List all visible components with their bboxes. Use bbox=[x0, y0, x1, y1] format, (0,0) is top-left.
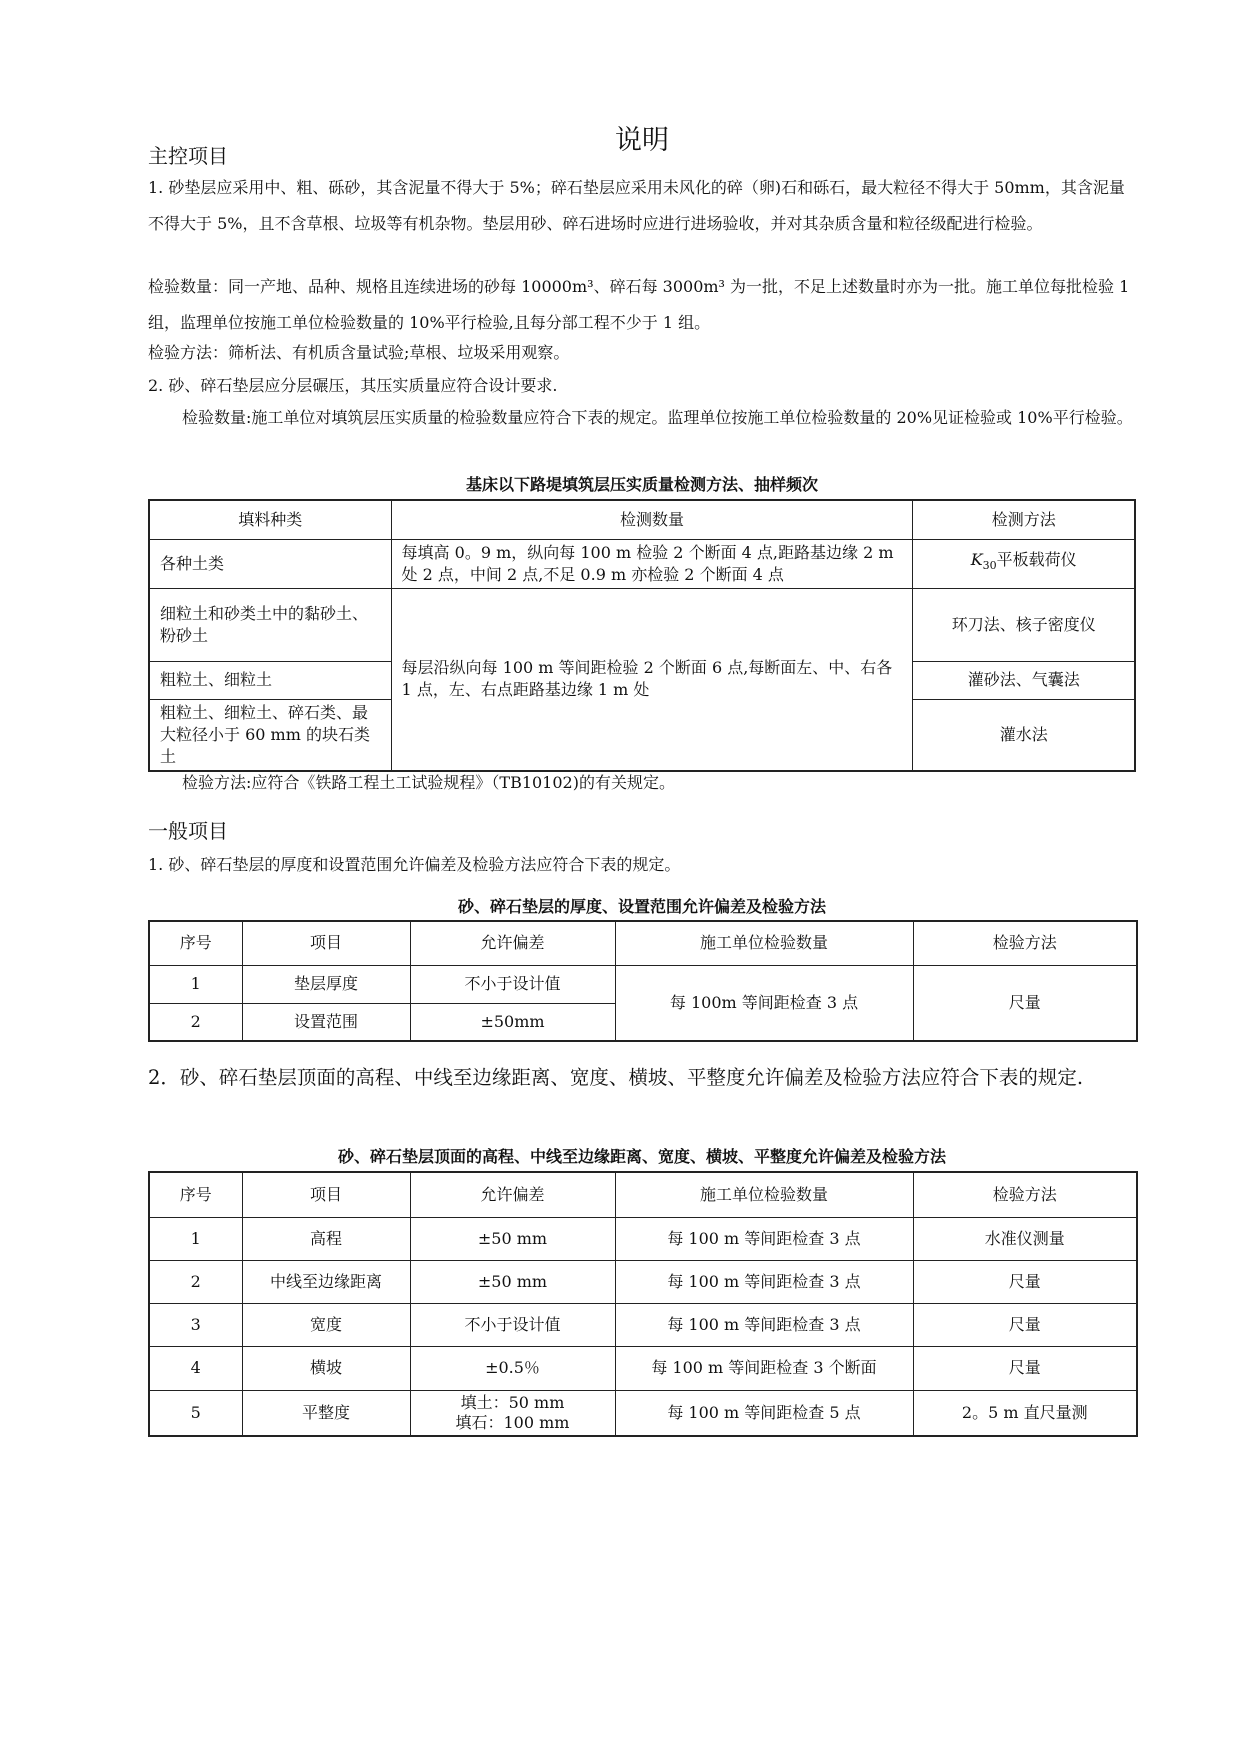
thickness-table bbox=[148, 920, 1138, 1042]
header-cell: 允许偏差 bbox=[410, 921, 615, 965]
item-cell: 中线至边缘距离 bbox=[242, 1260, 410, 1303]
fill-type-cell: 粗粒土、细粒土 bbox=[149, 661, 391, 699]
item-cell: 横坡 bbox=[242, 1346, 410, 1390]
header-cell: 项目 bbox=[242, 921, 410, 965]
no-cell: 2 bbox=[149, 1003, 242, 1041]
section-heading-main-control: 主控项目 bbox=[148, 144, 228, 168]
header-cell: 序号 bbox=[149, 921, 242, 965]
no-cell: 1 bbox=[149, 965, 242, 1003]
method-cell: 水准仪测量 bbox=[913, 1217, 1137, 1260]
table-caption-thickness: 砂、碎石垫层的厚度、设置范围允许偏差及检验方法 bbox=[457, 897, 826, 916]
tolerance-cell: ±50mm bbox=[410, 1003, 615, 1041]
item-cell: 平整度 bbox=[242, 1390, 410, 1436]
table-row bbox=[149, 588, 1135, 661]
tolerance-cell bbox=[410, 1390, 615, 1436]
header-cell: 序号 bbox=[149, 1172, 242, 1217]
table-header-row bbox=[149, 500, 1135, 539]
k-subscript: 30 bbox=[982, 559, 997, 573]
quantity-cell: 每 100 m 等间距检查 3 点 bbox=[615, 1217, 913, 1260]
tolerance-cell: 不小于设计值 bbox=[410, 965, 615, 1003]
method-cell: 尺量 bbox=[913, 1260, 1137, 1303]
table-header-row bbox=[149, 1172, 1137, 1217]
tolerance-line: 填石：100 mm bbox=[455, 1412, 570, 1432]
table-row bbox=[149, 965, 1137, 1003]
tolerance-cell: 不小于设计值 bbox=[410, 1303, 615, 1346]
header-cell: 施工单位检验数量 bbox=[615, 921, 913, 965]
header-cell: 允许偏差 bbox=[410, 1172, 615, 1217]
paragraph-2: 检验数量：同一产地、品种、规格且连续进场的砂每 10000m³、碎石每 3000m³ 为一批，不足上述数量时亦为一批。施工单位每批检验 1 组，监理单位按施工单位检验数量的 10%平行检验,且每分部工程不少于 1 组。 bbox=[148, 277, 1130, 332]
fill-type-cell: 细粒土和砂类土中的黏砂土、粉砂土 bbox=[149, 588, 391, 661]
header-cell: 检验方法 bbox=[913, 921, 1137, 965]
no-cell: 5 bbox=[149, 1390, 242, 1436]
no-cell: 4 bbox=[149, 1346, 242, 1390]
quantity-cell: 每 100 m 等间距检查 5 点 bbox=[615, 1390, 913, 1436]
paragraph-1: 1. 砂垫层应采用中、粗、砾砂，其含泥量不得大于 5%；碎石垫层应采用未风化的碎（卵)石和砾石，最大粒径不得大于 50mm，其含泥量不得大于 5%，且不含草根、垃圾等有机杂物。垫层用砂、碎石进场时应进行进场验收，并对其杂质含量和粒径级配进行检验。 bbox=[148, 178, 1125, 233]
compaction-table bbox=[148, 499, 1136, 772]
paragraph-3: 检验方法：筛析法、有机质含量试验;草根、垃圾采用观察。 bbox=[148, 343, 570, 362]
no-cell: 1 bbox=[149, 1217, 242, 1260]
paragraph-7: 1. 砂、碎石垫层的厚度和设置范围允许偏差及检验方法应符合下表的规定。 bbox=[148, 855, 681, 874]
method-cell: 2。5 m 直尺量测 bbox=[913, 1390, 1137, 1436]
tolerance-cell: ±0.5％ bbox=[410, 1346, 615, 1390]
quantity-cell-shared: 每层沿纵向每 100 m 等间距检验 2 个断面 6 点,每断面左、中、右各 1 点，左、右点距路基边缘 1 m 处 bbox=[391, 588, 913, 771]
quantity-cell: 每 100 m 等间距检查 3 个断面 bbox=[615, 1346, 913, 1390]
section-heading-general: 一般项目 bbox=[148, 819, 228, 843]
surface-table bbox=[148, 1171, 1138, 1437]
header-cell: 项目 bbox=[242, 1172, 410, 1217]
paragraph-8: 2．砂、碎石垫层顶面的高程、中线至边缘距离、宽度、横坡、平整度允许偏差及检验方法应符合下表的规定. bbox=[148, 1066, 1084, 1089]
item-cell: 高程 bbox=[242, 1217, 410, 1260]
quantity-cell: 每填高 0。9 m，纵向每 100 m 检验 2 个断面 4 点,距路基边缘 2 m 处 2 点，中间 2 点,不足 0.9 m 亦检验 2 个断面 4 点 bbox=[391, 539, 913, 588]
header-cell: 填料种类 bbox=[149, 500, 391, 539]
no-cell: 2 bbox=[149, 1260, 242, 1303]
paragraph-6: 检验方法:应符合《铁路工程土工试验规程》（TB10102)的有关规定。 bbox=[182, 773, 675, 792]
table-row bbox=[149, 1260, 1137, 1303]
k-symbol: K bbox=[970, 550, 983, 570]
quantity-cell-shared: 每 100m 等间距检查 3 点 bbox=[615, 965, 913, 1041]
paragraph-4: 2. 砂、碎石垫层应分层碾压，其压实质量应符合设计要求. bbox=[148, 376, 558, 395]
header-cell: 检测方法 bbox=[913, 500, 1135, 539]
no-cell: 3 bbox=[149, 1303, 242, 1346]
fill-type-cell: 粗粒土、细粒土、碎石类、最大粒径小于 60 mm 的块石类土 bbox=[149, 699, 391, 771]
table-caption-surface: 砂、碎石垫层顶面的高程、中线至边缘距离、宽度、横坡、平整度允许偏差及检验方法 bbox=[337, 1147, 946, 1166]
table-caption-compaction: 基床以下路堤填筑层压实质量检测方法、抽样频次 bbox=[465, 475, 818, 494]
item-cell: 设置范围 bbox=[242, 1003, 410, 1041]
page-title: 说明 bbox=[615, 125, 669, 156]
quantity-cell: 每 100 m 等间距检查 3 点 bbox=[615, 1303, 913, 1346]
item-cell: 垫层厚度 bbox=[242, 965, 410, 1003]
item-cell: 宽度 bbox=[242, 1303, 410, 1346]
method-cell: 环刀法、核子密度仪 bbox=[913, 588, 1135, 661]
quantity-cell: 每 100 m 等间距检查 3 点 bbox=[615, 1260, 913, 1303]
tolerance-cell: ±50 mm bbox=[410, 1260, 615, 1303]
method-cell: 尺量 bbox=[913, 1303, 1137, 1346]
header-cell: 施工单位检验数量 bbox=[615, 1172, 913, 1217]
tolerance-line: 填土：50 mm bbox=[460, 1392, 565, 1412]
table-header-row bbox=[149, 921, 1137, 965]
table-row bbox=[149, 1390, 1137, 1436]
table-row bbox=[149, 539, 1135, 588]
method-cell bbox=[913, 539, 1135, 588]
method-cell: 灌水法 bbox=[913, 699, 1135, 771]
paragraph-5: 检验数量:施工单位对填筑层压实质量的检验数量应符合下表的规定。监理单位按施工单位检验数量的 20%见证检验或 10%平行检验。 bbox=[182, 408, 1133, 427]
header-cell: 检验方法 bbox=[913, 1172, 1137, 1217]
fill-type-cell: 各种土类 bbox=[149, 539, 391, 588]
header-cell: 检测数量 bbox=[391, 500, 913, 539]
method-cell: 灌砂法、气囊法 bbox=[913, 661, 1135, 699]
table-row bbox=[149, 1303, 1137, 1346]
method-text: 平板载荷仪 bbox=[996, 550, 1077, 570]
tolerance-cell: ±50 mm bbox=[410, 1217, 615, 1260]
table-row bbox=[149, 1217, 1137, 1260]
method-cell: 尺量 bbox=[913, 1346, 1137, 1390]
method-cell-shared: 尺量 bbox=[913, 965, 1137, 1041]
table-row bbox=[149, 1346, 1137, 1390]
